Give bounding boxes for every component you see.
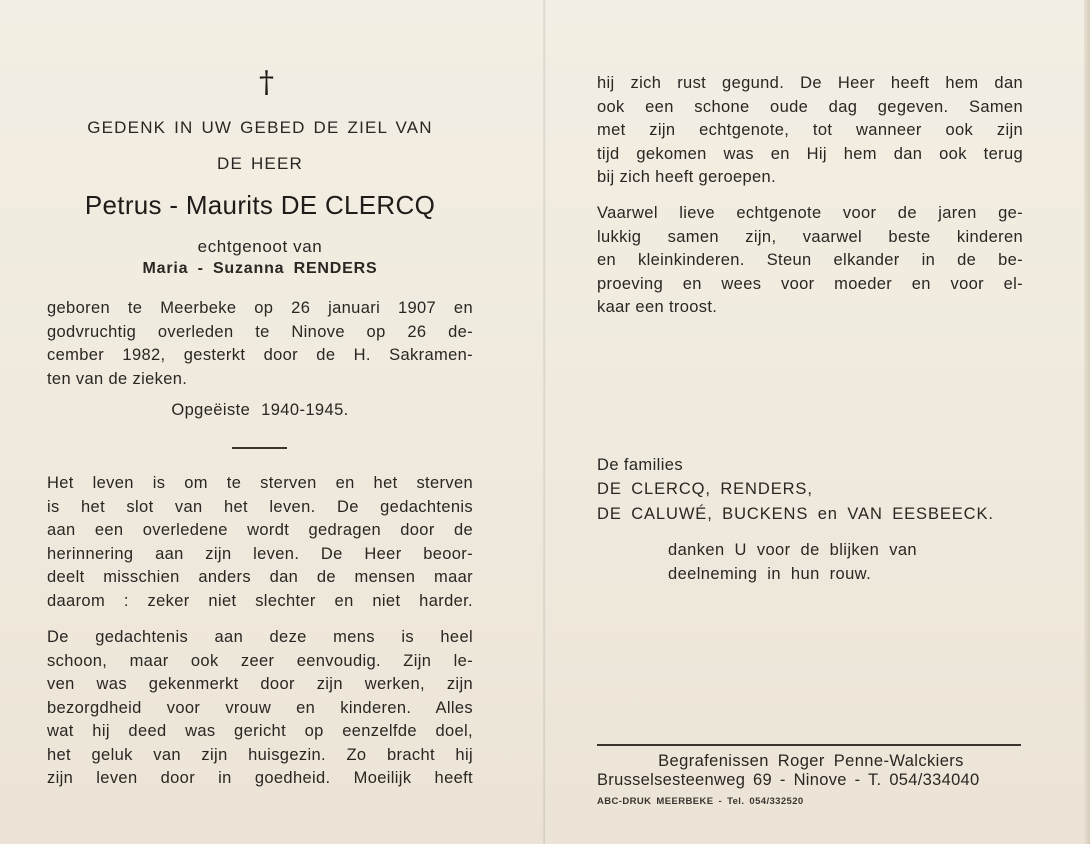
reflection-paragraph-3 — [597, 72, 1023, 190]
text-line: herinnering aan zijn leven. De Heer beoor- — [47, 544, 473, 563]
text-line: kaar een troost. — [597, 298, 718, 316]
undertaker-address: Brusselsesteenweg 69 - Ninove - T. 054/334040 — [597, 771, 980, 789]
text-line: Vaarwel lieve echtgenote voor de jaren ge- — [597, 204, 1023, 222]
text-line: daarom : zeker niet slechter en niet harder. — [47, 591, 473, 610]
text-line: ook een schone oude dag gegeven. Samen — [597, 97, 1023, 116]
text-line: danken U voor de blijken van — [668, 541, 917, 559]
opgeeiste-line: Opgeëiste 1940-1945. — [171, 401, 349, 419]
text-line: geboren te Meerbeke op 26 januari 1907 en — [47, 299, 473, 317]
reflection-paragraph-2 — [47, 626, 473, 791]
text-line: Het leven is om te sterven en het sterven — [47, 474, 473, 492]
birth-death-paragraph — [47, 297, 473, 391]
text-line: proeving en wees voor moeder en voor el- — [597, 274, 1023, 293]
text-line: aan een overledene wordt gedragen door de — [47, 521, 473, 539]
header-line-1: GEDENK IN UW GEBED DE ZIEL VAN — [87, 118, 433, 137]
text-line: ven was gekenmerkt door zijn werken, zijn — [47, 675, 473, 693]
text-line: is het slot van het leven. De gedachtenis — [47, 497, 473, 516]
deceased-name: Petrus - Maurits DE CLERCQ — [84, 190, 436, 220]
text-line: De gedachtenis aan deze mens is heel — [47, 628, 473, 646]
text-line: wat hij deed was gericht op eenzelfde doel, — [47, 722, 473, 740]
text-line: met zijn echtgenote, tot wanneer ook zijn — [597, 121, 1023, 139]
spouse-label: echtgenoot van — [197, 237, 323, 256]
text-line: het geluk van zijn huisgezin. Zo bracht hij — [47, 745, 473, 764]
text-line: ten van de zieken. — [47, 369, 188, 388]
families-line-1: DE CLERCQ, RENDERS, — [597, 480, 813, 498]
divider — [232, 447, 287, 449]
card-fold — [543, 0, 546, 844]
header-line-2: DE HEER — [217, 154, 303, 173]
spouse-name: Maria - Suzanna RENDERS — [142, 260, 378, 277]
printer-imprint: ABC-DRUK MEERBEKE - Tel. 054/332520 — [597, 796, 804, 807]
reflection-paragraph-1 — [47, 472, 473, 613]
text-line: hij zich rust gegund. De Heer heeft hem dan — [597, 74, 1023, 92]
text-line: zijn leven door in goedheid. Moeilijk heeft — [47, 769, 473, 787]
undertaker-name: Begrafenissen Roger Penne-Walckiers — [658, 752, 964, 770]
text-line: en kleinkinderen. Steun elkander in de be- — [597, 251, 1023, 269]
families-label: De families — [597, 456, 684, 474]
families-line-2: DE CALUWÉ, BUCKENS en VAN EESBEECK. — [597, 505, 994, 523]
thanks-text — [668, 539, 917, 586]
text-line: lukkig samen zijn, vaarwel beste kinderen — [597, 227, 1023, 246]
text-line: tijd gekomen was en Hij hem dan ook terug — [597, 144, 1023, 163]
farewell-paragraph — [597, 202, 1023, 320]
cross-icon: † — [259, 65, 274, 100]
text-line: cember 1982, gesterkt door de H. Sakramen- — [47, 346, 473, 364]
text-line: bij zich heeft geroepen. — [597, 168, 777, 186]
text-line: bezorgdheid voor vrouw en kinderen. Alles — [47, 698, 473, 717]
card-edge — [1084, 0, 1090, 844]
text-line: deelneming in hun rouw. — [668, 564, 872, 583]
text-line: deelt misschien anders dan de mensen maar — [47, 568, 473, 586]
footer-rule — [597, 744, 1021, 746]
text-line: godvruchtig overleden te Ninove op 26 de- — [47, 322, 473, 341]
text-line: schoon, maar ook zeer eenvoudig. Zijn le- — [47, 651, 473, 670]
